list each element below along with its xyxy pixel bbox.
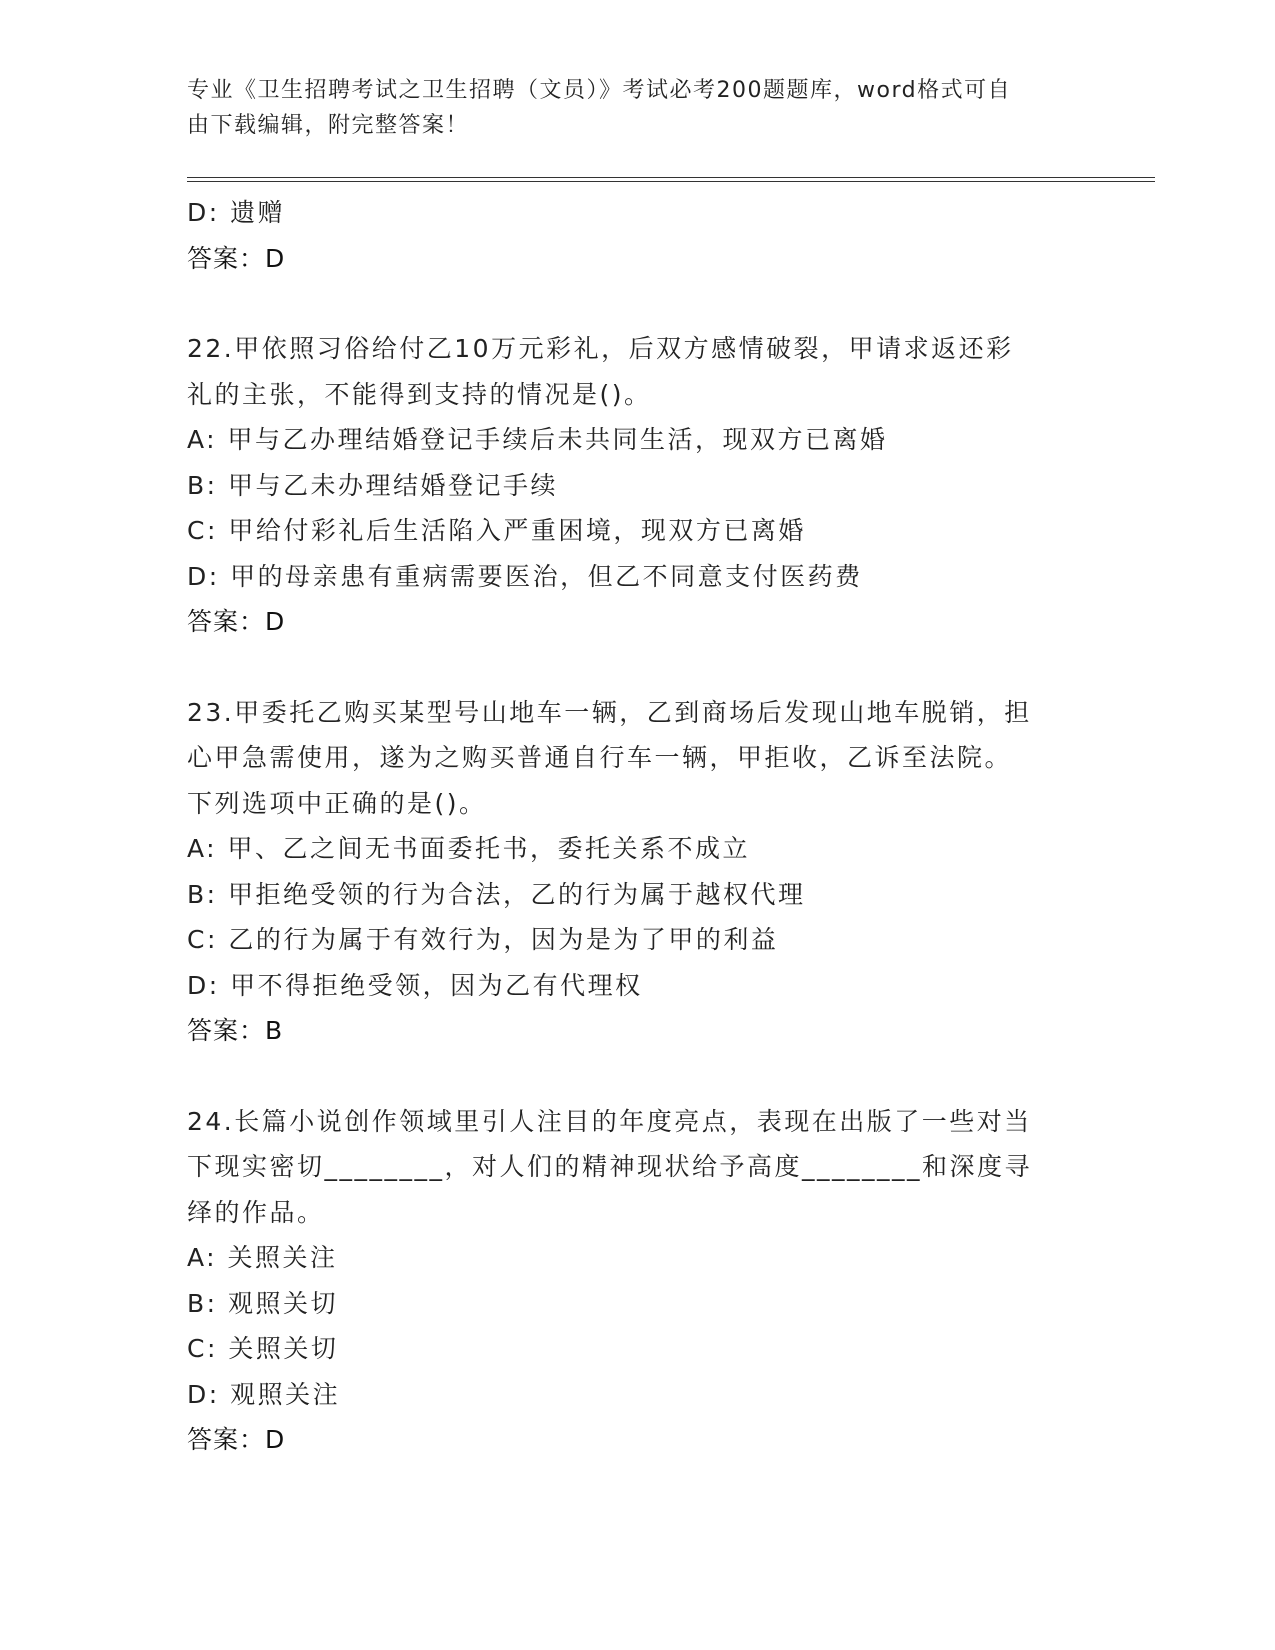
- question-23: [187, 690, 1087, 1054]
- option-d: D: 遗赠: [187, 198, 286, 227]
- option-b: B: 甲与乙未办理结婚登记手续: [187, 470, 559, 500]
- question-24: [187, 1099, 1087, 1463]
- question-text-line: 下列选项中正确的是()。: [187, 788, 487, 818]
- option-a: A: 关照关注: [187, 1243, 338, 1272]
- header-double-rule: [187, 177, 1155, 182]
- question-text-line: 22.甲依照习俗给付乙10万元彩礼，后双方感情破裂，甲请求返还彩: [187, 334, 1014, 363]
- answer: 答案：B: [187, 1016, 284, 1045]
- header-line-1: 专业《卫生招聘考试之卫生招聘（文员）》考试必考200题题库，word格式可自: [187, 78, 1012, 103]
- question-text: [187, 690, 1087, 827]
- partial-question: [187, 190, 1087, 281]
- header-line-2: 由下载编辑，附完整答案！: [187, 113, 470, 138]
- question-text: [187, 1099, 1087, 1236]
- answer: 答案：D: [187, 243, 286, 273]
- question-text-line: 24.长篇小说创作领域里引人注目的年度亮点，表现在出版了一些对当: [187, 1106, 1032, 1136]
- option-c: C: 关照关切: [187, 1334, 339, 1363]
- question-text-line: 23.甲委托乙购买某型号山地车一辆，乙到商场后发现山地车脱销，担: [187, 697, 1032, 727]
- option-a: A: 甲、乙之间无书面委托书，委托关系不成立: [187, 834, 751, 863]
- question-text-line: 心甲急需使用，遂为之购买普通自行车一辆，甲拒收，乙诉至法院。: [187, 743, 1013, 772]
- document-body: [187, 190, 1087, 1463]
- question-text-line: 绎的作品。: [187, 1197, 325, 1227]
- option-a: A: 甲与乙办理结婚登记手续后未共同生活，现双方已离婚: [187, 425, 888, 454]
- option-c: C: 甲给付彩礼后生活陷入严重困境，现双方已离婚: [187, 516, 806, 545]
- question-text: [187, 326, 1087, 417]
- question-text-line: 下现实密切________，对人们的精神现状给予高度________和深度寻: [187, 1152, 1033, 1181]
- option-d: D: 观照关注: [187, 1379, 341, 1409]
- answer: 答案：D: [187, 607, 286, 636]
- document-header: [187, 73, 1077, 143]
- option-d: D: 甲不得拒绝受领，因为乙有代理权: [187, 970, 643, 1000]
- answer: 答案：D: [187, 1425, 286, 1454]
- question-22: [187, 326, 1087, 645]
- option-b: B: 观照关切: [187, 1288, 339, 1318]
- option-d: D: 甲的母亲患有重病需要医治，但乙不同意支付医药费: [187, 561, 863, 591]
- question-text-line: 礼的主张，不能得到支持的情况是()。: [187, 379, 652, 409]
- option-b: B: 甲拒绝受领的行为合法，乙的行为属于越权代理: [187, 879, 806, 909]
- option-c: C: 乙的行为属于有效行为，因为是为了甲的利益: [187, 925, 779, 954]
